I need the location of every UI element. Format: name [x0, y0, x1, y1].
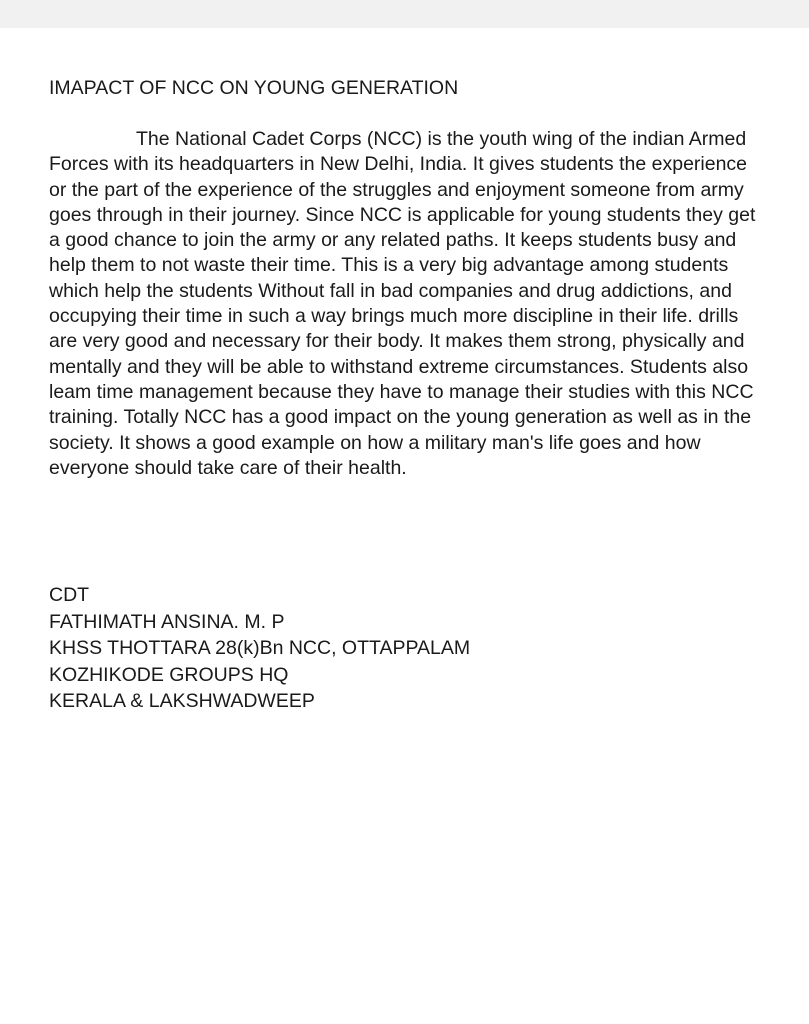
- document-page: [0, 28, 809, 1024]
- top-bar: [0, 0, 809, 28]
- signature-directorate: KERALA & LAKSHWADWEEP: [49, 690, 315, 712]
- signature-unit: KHSS THOTTARA 28(k)Bn NCC, OTTAPPALAM: [49, 637, 471, 659]
- document-title: IMAPACT OF NCC ON YOUNG GENERATION: [49, 77, 459, 99]
- body-paragraph: The National Cadet Corps (NCC) is the youth wing of the indian Armed Forces with its headquarters in New Delhi, India. It gives students the experience or the part of the experience of the struggles and enjoyment someone from army goes through in their journey. Since NCC is applicable for young students they get a good chance to join the army or any related paths. It keeps students busy and help them to not waste their time. This is a very big advantage among students which help the students Without fall in bad companies and drug addictions, and occupying their time in such a way brings much more discipline in their life. drills are very good and necessary for their body. It makes them strong, physically and mentally and they will be able to withstand extreme circumstances. Students also leam time management because they have to manage their studies with this NCC training. Totally NCC has a good impact on the young generation as well as in the society. It shows a good example on how a military man's life goes and how everyone should take care of their health.: [49, 128, 756, 479]
- signature-group: KOZHIKODE GROUPS HQ: [49, 663, 289, 686]
- signature-rank: CDT: [49, 584, 90, 606]
- signature-name: FATHIMATH ANSINA. M. P: [49, 610, 285, 633]
- signature-block: [49, 582, 470, 715]
